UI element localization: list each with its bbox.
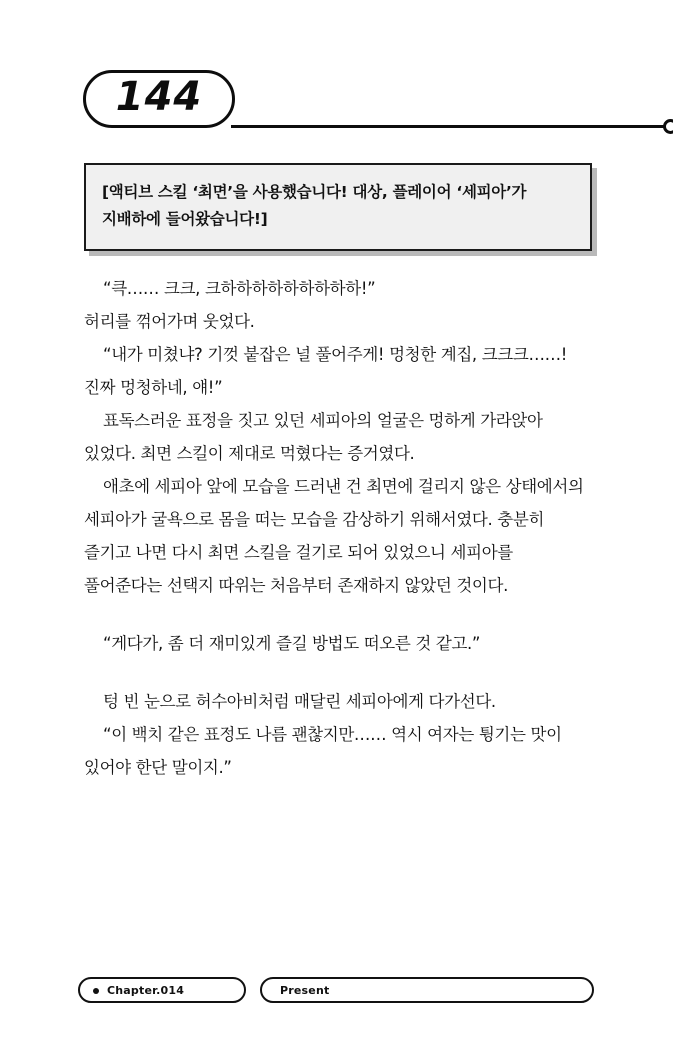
bullet-icon [93,988,99,994]
paragraph: “내가 미쳤냐? 기껏 붙잡은 널 풀어주게! 멍청한 계집, 크크크……! 진짜 멍청하네, 얘!” [84,345,568,397]
paragraph: 표독스러운 표정을 짓고 있던 세피아의 얼굴은 멍하게 가라앉아 있었다. 최면 스킬이 제대로 먹혔다는 증거였다. [84,411,543,463]
chapter-rule [231,125,673,128]
footer-chapter-pill [78,977,246,1003]
paragraph: 텅 빈 눈으로 허수아비처럼 매달린 세피아에게 다가선다. [103,692,496,711]
chapter-end-dot-icon [663,119,673,134]
body-text [84,272,592,784]
paragraph: “큭…… 크크, 크하하하하하하하하하!” [103,279,376,298]
chapter-number: 144 [115,74,203,120]
footer-section-pill [260,977,594,1003]
page-footer [78,977,594,1005]
system-message-text: [액티브 스킬 ‘최면’을 사용했습니다! 대상, 플레이어 ‘세피아’가 지배하에 들어왔습니다!] [102,183,527,229]
footer-section-label: Present [280,984,330,997]
footer-chapter-label: Chapter.014 [107,984,185,997]
paragraph: “게다가, 좀 더 재미있게 즐길 방법도 떠오른 것 같고.” [103,634,481,653]
paragraph: “이 백치 같은 표정도 나름 괜찮지만…… 역시 여자는 튕기는 맛이 있어야 한단 말이지.” [84,725,562,777]
system-message-box [84,163,592,251]
chapter-header [83,70,593,142]
system-message-frame [84,163,592,251]
paragraph: 애초에 세피아 앞에 모습을 드러낸 건 최면에 걸리지 않은 상태에서의 세피아가 굴욕으로 몸을 떠는 모습을 감상하기 위해서였다. 충분히 즐기고 나면 다시 최면 스킬을 걸기로 되어 있었으니 세피아를 풀어준다는 선택지 따위는 처음부터 존재하지 않았던 것이다. [84,477,584,595]
paragraph: 허리를 꺾어가며 웃었다. [84,312,255,331]
